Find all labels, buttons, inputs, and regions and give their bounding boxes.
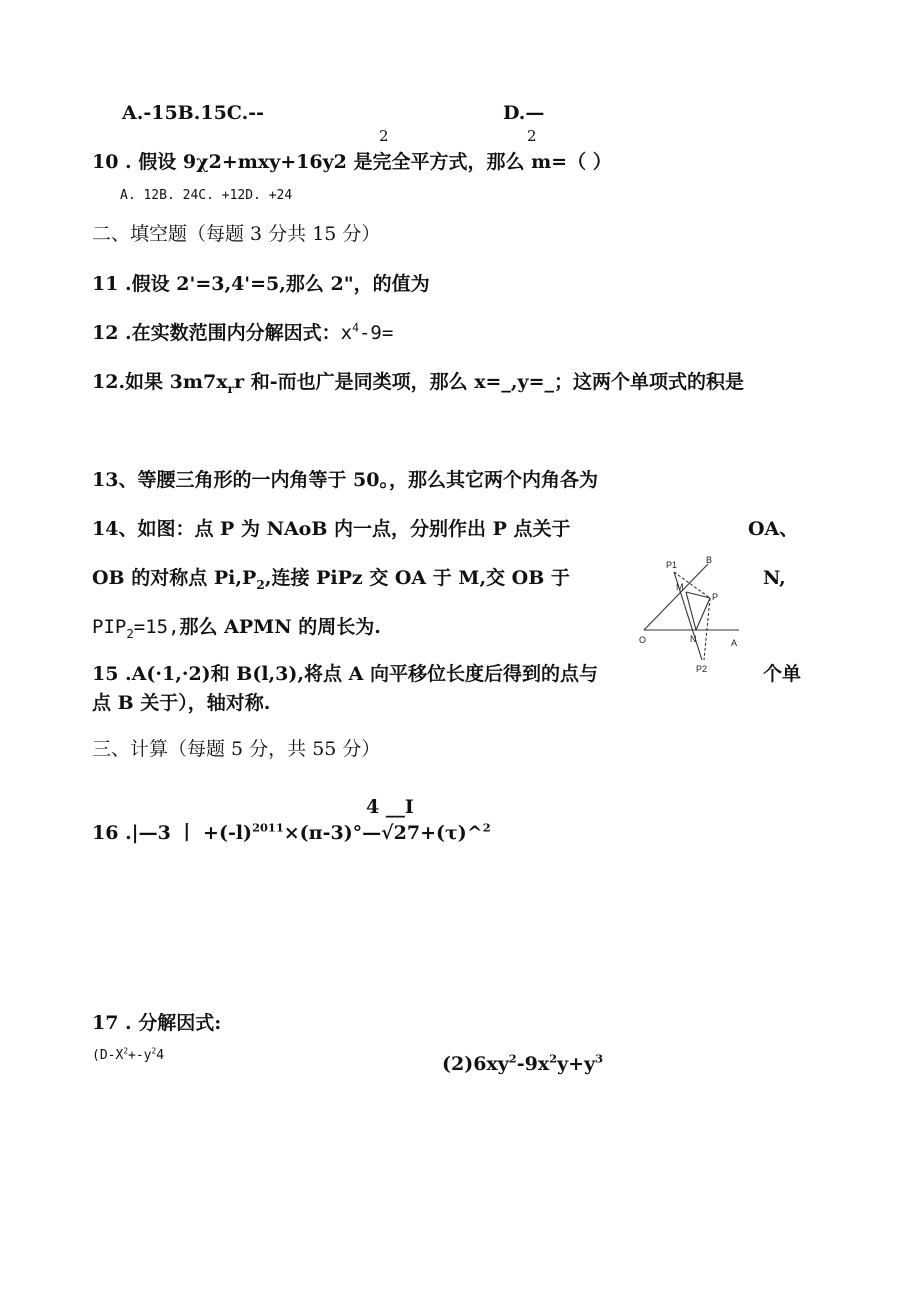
q12b-sub: r (227, 380, 235, 396)
geometry-figure (636, 552, 748, 682)
q14-line2-main: OB 的对称点 Pi,P (92, 567, 257, 589)
q12b-part2: r 和-而也广是同类项，那么 x=_,y=_；这两个单项式的积是 (234, 371, 745, 393)
q16-exp: 2011 (252, 820, 284, 835)
q17-sub1-end: 4 (156, 1048, 165, 1063)
q16-part2: ×(π-3)°—√27+(τ)^ (283, 822, 483, 844)
q10-text: 10 . 假设 9χ2+mxy+16y2 是完全平方式，那么 m=（ ） (92, 151, 612, 173)
q16-exp2: 2 (482, 820, 491, 835)
q12-expr-rest: -9= (358, 322, 394, 344)
q17-sub1-exp2: 2 (151, 1046, 157, 1056)
q16-expression (92, 820, 491, 844)
q15-line1-right: 个单 (763, 663, 802, 685)
q17-sub1 (92, 1046, 165, 1063)
q11-text: 11 .假设 2'=3,4'=5,那么 2"，的值为 (92, 273, 430, 295)
q14-line1: 14、如图：点 P 为 NAoB 内一点，分别作出 P 点关于 (92, 518, 571, 540)
q12-expr-exp: 4 (352, 320, 359, 335)
q16-num: 16 (92, 822, 119, 844)
label-p2: P2 (696, 664, 708, 674)
q17-sub2-exp1: 2 (508, 1051, 517, 1066)
q17-title: 17 . 分解因式: (92, 1012, 222, 1034)
q16-part1: .|—3 丨 +(-l) (118, 822, 253, 844)
section2-title: 二、填空题（每题 3 分共 15 分） (92, 223, 381, 245)
segment-m-p (686, 592, 710, 598)
q12b-line (92, 371, 745, 396)
q16-frac-top: 4 __I (366, 796, 414, 818)
q17-sub1-exp: 2 (123, 1046, 129, 1056)
q9-d-denominator: 2 (527, 127, 537, 145)
label-n: N (690, 634, 697, 644)
label-o: O (639, 635, 647, 645)
q14-line2-sub: 2 (256, 576, 265, 592)
q14-line3-b: =15, (133, 616, 180, 638)
q15-line2: 点 B 关于），轴对称. (92, 692, 271, 714)
q17-sub1-a: (D-X (92, 1048, 124, 1063)
q14-line3-rest: 那么 APMN 的周长为. (179, 616, 381, 638)
q9-options-abc: A.-15B.15C.-- (122, 102, 264, 124)
q14-line3-a: PIP (92, 616, 127, 638)
q15-line1: 15 .A(·1,·2)和 B(l,3),将点 A 向平移位长度后得到的点与 (92, 663, 598, 685)
q17-sub1-mid: +-y (128, 1048, 152, 1063)
segment-p-p2 (704, 598, 710, 660)
q9-c-denominator: 2 (379, 127, 389, 145)
q12-factor-line (92, 320, 394, 344)
label-p1: P1 (666, 560, 678, 570)
q13-text: 13、等腰三角形的一内角等于 50。，那么其它两个内角各为 (92, 469, 598, 491)
q14-line2 (92, 567, 570, 592)
label-p: P (712, 592, 719, 602)
q9-option-d: D.— (503, 102, 545, 124)
q14-line2-rest: ,连接 PiPz 交 OA 于 M,交 OB 于 (264, 567, 570, 589)
label-a: A (731, 638, 738, 648)
q17-sub2 (442, 1051, 604, 1075)
q17-sub2-exp2: 2 (549, 1051, 558, 1066)
label-b: B (706, 555, 713, 565)
q17-sub2-a: (2)6xy (442, 1053, 509, 1075)
q12-prefix: 12 .在实数范围内分解因式： (92, 322, 341, 344)
q17-sub2-c: y+y (557, 1053, 596, 1075)
q17-sub2-exp3: 3 (595, 1051, 604, 1066)
q14-line1-right: OA、 (748, 518, 799, 540)
q14-line3 (92, 616, 381, 641)
q14-line3-sub: 2 (126, 626, 134, 641)
q12b-part1: 12.如果 3m7x (92, 371, 228, 393)
label-m: M (676, 582, 684, 592)
q10-options: A. 12B. 24C. +12D. +24 (120, 188, 293, 203)
q17-sub2-b: -9x (516, 1053, 550, 1075)
section3-title: 三、计算（每题 5 分，共 55 分） (92, 738, 381, 760)
q14-line2-right: N, (763, 567, 786, 589)
q12-expr-base: x (340, 322, 353, 344)
